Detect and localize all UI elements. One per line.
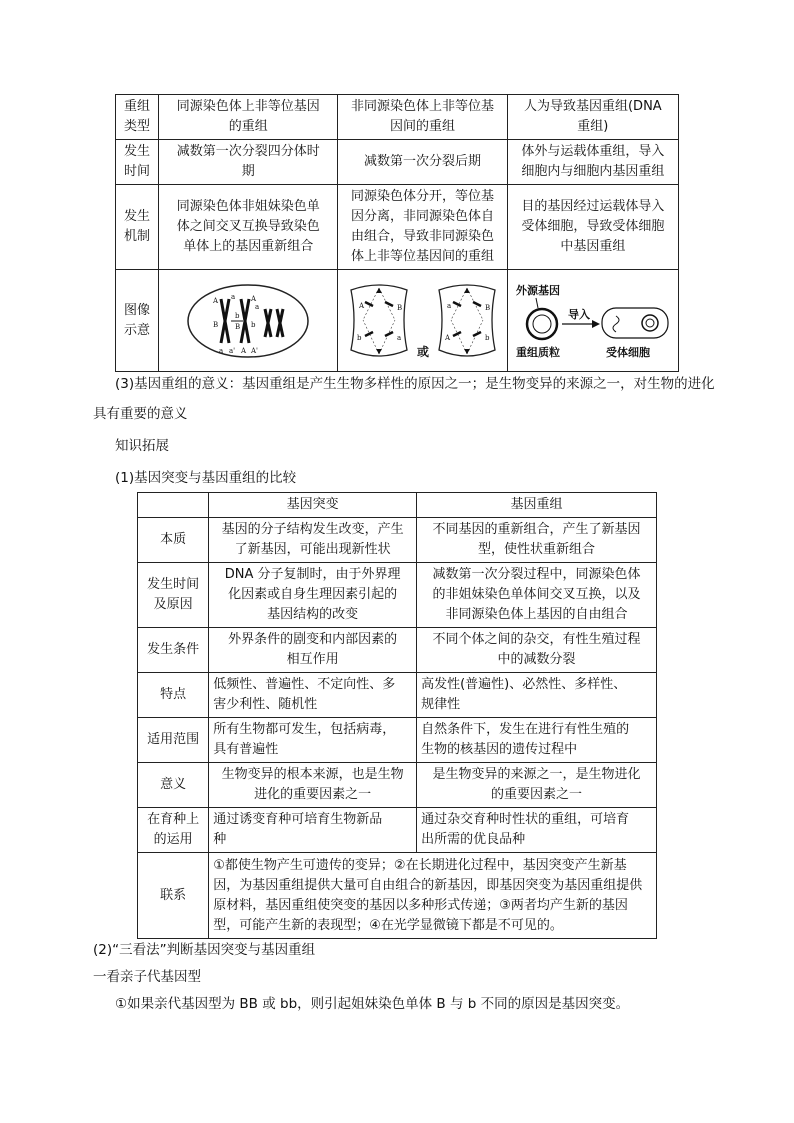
header-homologous: 同源染色体上非等位基因 的重组 <box>159 95 338 140</box>
svg-text:b: b <box>356 333 361 342</box>
comparison-title: (1)基因突变与基因重组的比较 <box>115 470 297 486</box>
three-look-title: (2)“三看法”判断基因突变与基因重组 <box>93 942 316 958</box>
svg-text:受体细胞: 受体细胞 <box>605 345 650 359</box>
table-row: 发生 机制 同源染色体非姐妹染色单 体之间交叉互换导致染色 单体上的基因重新组合 同源染色体分开，等位基 因分离，非同源染色体自 由组合，导致非同源染色 体上非等位基因间的重组 目的基因经过运载体导入 受体细胞，导致受体细胞 中基因重组 <box>116 185 679 270</box>
svg-text:导入: 导入 <box>567 307 590 321</box>
independent-assortment-figure <box>338 270 507 372</box>
look1-heading: 一看亲子代基因型 <box>93 969 201 985</box>
header-nonhomologous: 非同源染色体上非等位基 因间的重组 <box>338 95 507 140</box>
svg-text:a: a <box>396 333 401 342</box>
svg-text:A: A <box>213 296 219 305</box>
svg-text:b: b <box>484 333 489 342</box>
relation-text: ①都使生物产生可遗传的变异；②在长期进化过程中，基因突变产生新基因，为基因重组提供大量可自由组合的新基因，即基因突变为基因重组提供原材料，基因重组使突变的基因以多种形式传递；③两者均产生新的基因型，可能产生新的表现型；④在光学显微镜下都是不可见的。 <box>209 853 657 939</box>
svg-text:A: A <box>358 301 364 310</box>
svg-text:A: A <box>444 333 450 342</box>
svg-text:外源基因: 外源基因 <box>515 283 560 297</box>
svg-text:a: a <box>231 292 236 301</box>
table-row: 意义 生物变异的根本来源，也是生物 进化的重要因素之一 是生物变异的来源之一，是生物进化 的重要因素之一 <box>138 763 657 808</box>
header-artificial: 人为导致基因重组(DNA 重组) <box>507 95 678 140</box>
table-row: 发生 时间 减数第一次分裂四分体时 期 减数第一次分裂后期 体外与运载体重组，导入 细胞内与细胞内基因重组 <box>116 140 679 185</box>
svg-text:a': a' <box>229 346 236 355</box>
knowledge-extension-heading: 知识拓展 <box>115 438 169 454</box>
svg-text:a: a <box>255 302 260 311</box>
recombination-types-table <box>115 94 679 372</box>
svg-text:B: B <box>396 303 402 312</box>
svg-text:A: A <box>251 294 257 303</box>
svg-text:a: a <box>446 301 451 310</box>
svg-text:a: a <box>219 346 224 355</box>
svg-text:A': A' <box>251 346 259 355</box>
artificial-recombination-figure <box>507 270 678 372</box>
or-label: 或 <box>416 344 429 359</box>
mutation-vs-recombination-table <box>137 492 657 939</box>
table-row: 发生时间 及原因 DNA 分子复制时，由于外界理 化因素或自身生理因素引起的 基因结构的改变 减数第一次分裂过程中，同源染色体 的非姐妹染色单体间交叉互换，以及 非同源染色体上基因的自由组合 <box>138 563 657 628</box>
svg-text:A: A <box>241 346 247 355</box>
svg-text:B: B <box>484 303 490 312</box>
svg-text:b: b <box>251 320 256 329</box>
header-type: 重组 类型 <box>116 95 159 140</box>
header-mutation: 基因突变 <box>209 493 417 518</box>
table-row: 在育种上 的运用 通过诱变育种可培育生物新品 种 通过杂交育种时性状的重组，可培育 出所需的优良品种 <box>138 808 657 853</box>
table-row-images: 图像 示意 A a A a B b B b a a' A A' A B b a a B A b 或 外源基因 导入 重组质粒 受体细胞 <box>116 270 679 372</box>
crossing-over-figure <box>159 270 338 372</box>
table-row: 本质 基因的分子结构发生改变，产生 了新基因，可能出现新性状 不同基因的重新组合，产生了新基因 型，使性状重新组合 <box>138 518 657 563</box>
significance-paragraph: (3)基因重组的意义：基因重组是产生生物多样性的原因之一；是生物变异的来源之一，对生物的进化 <box>115 376 715 392</box>
header-recombination: 基因重组 <box>417 493 657 518</box>
svg-text:B: B <box>235 322 241 331</box>
significance-paragraph-cont: 具有重要的意义 <box>93 406 188 422</box>
table-row: 特点 低频性、普遍性、不定向性、多 害少利性、随机性 高发性(普遍性)、必然性、多样性、 规律性 <box>138 673 657 718</box>
look1-item: ①如果亲代基因型为 BB 或 bb，则引起姐妹染色单体 B 与 b 不同的原因是基因突变。 <box>115 996 630 1012</box>
table-row: 适用范围 所有生物都可发生，包括病毒， 具有普遍性 自然条件下，发生在进行有性生殖的 生物的核基因的遗传过程中 <box>138 718 657 763</box>
svg-text:B: B <box>213 320 219 329</box>
table-row: 发生条件 外界条件的剧变和内部因素的 相互作用 不同个体之间的杂交，有性生殖过程 中的减数分裂 <box>138 628 657 673</box>
svg-text:重组质粒: 重组质粒 <box>515 345 560 359</box>
table-row: 联系 ①都使生物产生可遗传的变异；②在长期进化过程中，基因突变产生新基因，为基因重组提供大量可自由组合的新基因，即基因突变为基因重组提供原材料，基因重组使突变的基因以多种形式传递；③两者均产生新的基因型，可能产生新的表现型；④在光学显微镜下都是不可见的。 <box>138 853 657 939</box>
svg-text:b: b <box>235 311 240 320</box>
